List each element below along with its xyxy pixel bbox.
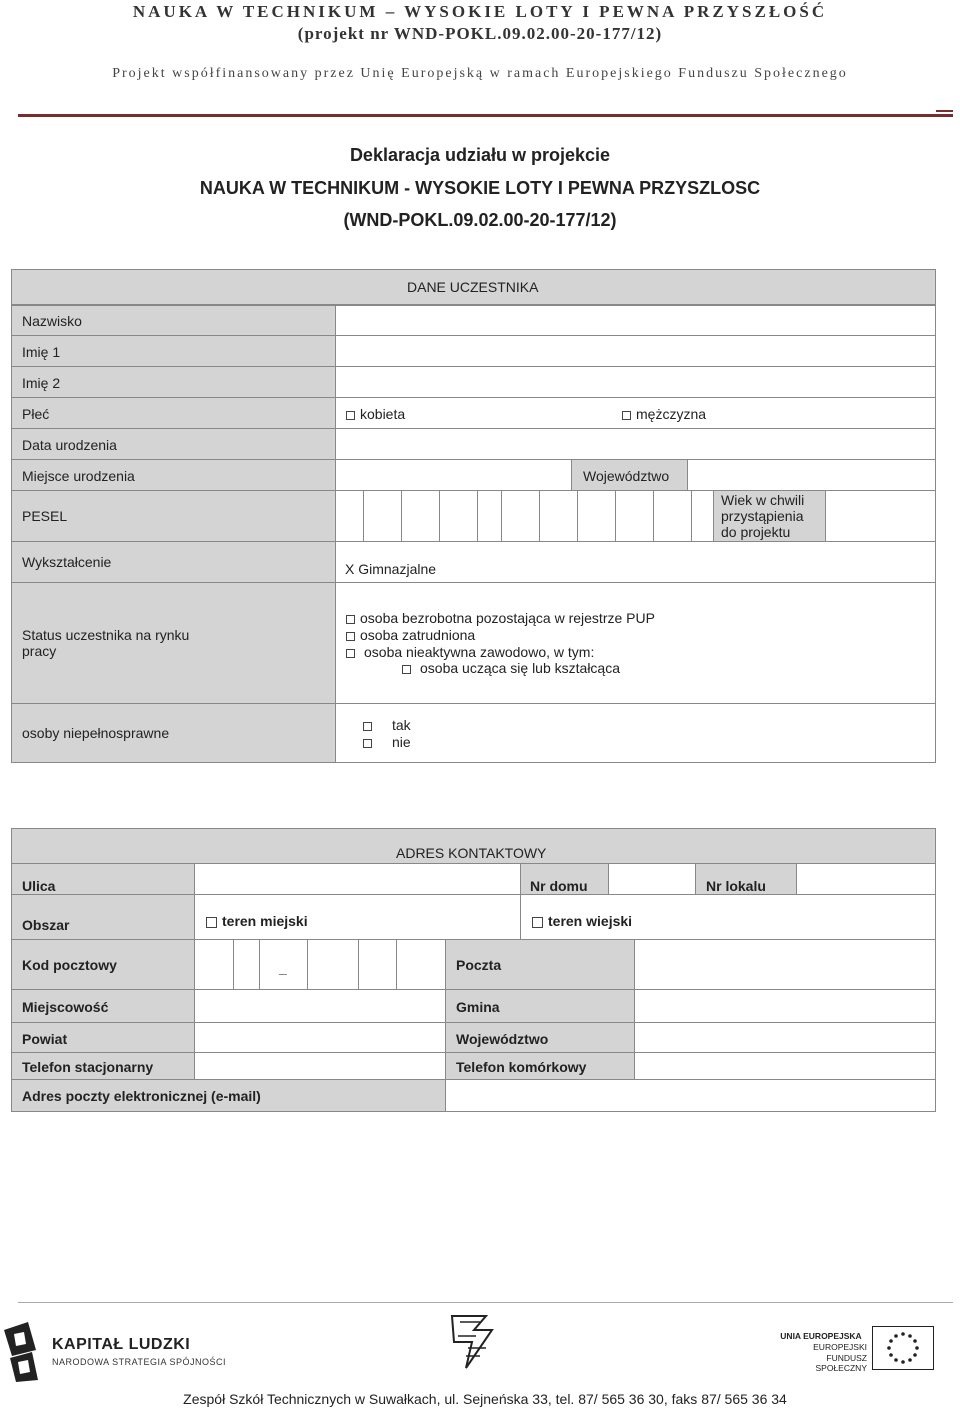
status-option-nieaktywna[interactable]	[346, 644, 594, 660]
label-obszar	[11, 894, 195, 940]
option-miejski-label: teren miejski	[222, 913, 308, 929]
label-data-urodzenia	[11, 428, 336, 460]
school-logo-icon	[446, 1312, 506, 1372]
obszar-miejski[interactable]	[194, 894, 521, 940]
pesel-digit-1[interactable]	[363, 490, 402, 542]
label-tel-kom	[445, 1052, 635, 1080]
kobieta-checkbox[interactable]	[346, 411, 355, 420]
label-tel-stac	[11, 1052, 195, 1080]
option-mezczyzna-label: mężczyzna	[636, 406, 707, 422]
kod-separator-text: _	[279, 960, 287, 976]
input-wojewodztwo-ur[interactable]	[687, 459, 936, 491]
label-miejsce-urodzenia	[11, 459, 336, 491]
label-tel-stac-text: Telefon stacjonarny	[22, 1059, 154, 1075]
tak-checkbox[interactable]	[363, 722, 372, 731]
project-header-number: (projekt nr WND-POKL.09.02.00-20-177/12)	[297, 24, 663, 43]
niepelnosprawne-options	[335, 703, 936, 763]
label-plec-text: Płeć	[22, 406, 50, 422]
option-nie[interactable]	[363, 734, 411, 750]
project-header-funding: Projekt współfinansowany przez Unię Europejską w ramach Europejskiego Funduszu Społecznego	[112, 66, 848, 81]
input-nr-lokalu[interactable]	[796, 863, 936, 895]
input-nr-domu[interactable]	[608, 863, 696, 895]
label-status	[11, 582, 336, 704]
plec-options	[335, 397, 936, 429]
miejski-checkbox[interactable]	[206, 917, 217, 928]
label-pesel	[11, 490, 336, 542]
pesel-digit-10[interactable]	[691, 490, 714, 542]
input-data-urodzenia[interactable]	[335, 428, 936, 460]
project-header-title: NAUKA W TECHNIKUM – WYSOKIE LOTY I PEWNA PRZYSZŁOŚĆ	[132, 2, 828, 21]
label-wojewodztwo-ur-text: Województwo	[583, 468, 670, 484]
label-ulica-text: Ulica	[22, 878, 56, 894]
status-options	[335, 582, 936, 704]
pesel-digit-7[interactable]	[577, 490, 616, 542]
nieaktywna-checkbox[interactable]	[346, 649, 355, 658]
option-wiejski-label: teren wiejski	[548, 913, 633, 929]
label-miejscowosc-text: Miejscowość	[22, 999, 109, 1015]
status-option-zatrudniona-label: osoba zatrudniona	[360, 627, 476, 643]
label-kod	[11, 939, 195, 990]
option-kobieta-label: kobieta	[360, 406, 406, 422]
input-imie1[interactable]	[335, 335, 936, 367]
label-miejscowosc	[11, 989, 195, 1023]
kod-digit-3[interactable]	[307, 939, 359, 990]
pesel-digit-6[interactable]	[539, 490, 578, 542]
label-wyksztalcenie-text: Wykształcenie	[22, 554, 112, 570]
label-kod-text: Kod pocztowy	[22, 957, 117, 973]
eu-text-2: EUROPEJSKI	[813, 1342, 867, 1352]
label-email	[11, 1079, 446, 1112]
wyksztalcenie-value[interactable]	[335, 541, 936, 583]
pesel-digit-2[interactable]	[401, 490, 440, 542]
label-nr-lokalu-text: Nr lokalu	[706, 878, 766, 894]
label-niepelnosprawne	[11, 703, 336, 763]
label-status-text: Status uczestnika na rynku pracy	[22, 627, 190, 659]
kapital-ludzki-subtitle: NARODOWA STRATEGIA SPÓJNOŚCI	[52, 1357, 227, 1367]
eu-text-1: UNIA EUROPEJSKA	[780, 1331, 862, 1341]
label-gmina	[445, 989, 635, 1023]
doc-project-code: (WND-POKL.09.02.00-20-177/12)	[343, 210, 617, 230]
label-niepelnosprawne-text: osoby niepełnosprawne	[22, 725, 170, 741]
label-imie2-text: Imię 2	[22, 375, 61, 391]
label-email-text: Adres poczty elektronicznej (e-mail)	[22, 1088, 261, 1104]
label-data-urodzenia-text: Data urodzenia	[22, 437, 117, 453]
input-email[interactable]	[445, 1079, 936, 1112]
uczaca-checkbox[interactable]	[402, 665, 411, 674]
status-option-uczaca[interactable]	[402, 660, 620, 676]
doc-project-name: NAUKA W TECHNIKUM - WYSOKIE LOTY I PEWNA PRZYSZLOSC	[199, 178, 761, 198]
header-divider	[18, 114, 953, 117]
label-gmina-text: Gmina	[456, 999, 500, 1015]
label-poczta-text: Poczta	[456, 957, 502, 973]
status-option-bezrobotna-label: osoba bezrobotna pozostająca w rejestrze PUP	[360, 610, 655, 626]
input-wojewodztwo-adr[interactable]	[634, 1022, 936, 1053]
footer-address: Zespół Szkół Technicznych w Suwałkach, ul. Sejneńska 33, tel. 87/ 565 36 30, faks 87/ 565 36 34	[183, 1391, 787, 1407]
label-miejsce-urodzenia-text: Miejsce urodzenia	[22, 468, 135, 484]
input-ulica[interactable]	[194, 863, 521, 895]
label-powiat-text: Powiat	[22, 1031, 68, 1047]
label-nr-lokalu	[695, 863, 797, 895]
label-tel-kom-text: Telefon komórkowy	[456, 1059, 587, 1075]
eu-text-3: FUNDUSZ SPOŁECZNY	[815, 1353, 867, 1373]
option-tak[interactable]	[363, 717, 411, 733]
label-wiek-text: Wiek w chwili przystąpienia do projektu	[721, 492, 805, 540]
option-tak-label: tak	[392, 717, 411, 733]
section-participant	[11, 269, 936, 305]
input-tel-stac[interactable]	[194, 1052, 446, 1080]
section-address-title: ADRES KONTAKTOWY	[396, 845, 547, 861]
input-miejscowosc[interactable]	[194, 989, 446, 1023]
pesel-digit-3[interactable]	[439, 490, 478, 542]
kod-digit-2[interactable]	[233, 939, 260, 990]
pesel-digit-8[interactable]	[615, 490, 654, 542]
label-ulica	[11, 863, 195, 895]
input-miejsce-urodzenia[interactable]	[335, 459, 572, 491]
status-option-nieaktywna-label: osoba nieaktywna zawodowo, w tym:	[364, 644, 595, 660]
label-nr-domu-text: Nr domu	[530, 878, 588, 894]
label-nazwisko-text: Nazwisko	[22, 313, 82, 329]
label-wojewodztwo-ur	[571, 459, 688, 491]
kod-digit-4[interactable]	[358, 939, 397, 990]
label-imie1-text: Imię 1	[22, 344, 61, 360]
nie-checkbox[interactable]	[363, 739, 372, 748]
option-nie-label: nie	[392, 734, 411, 750]
input-nazwisko[interactable]	[335, 305, 936, 336]
wiejski-checkbox[interactable]	[532, 917, 543, 928]
label-powiat	[11, 1022, 195, 1053]
pesel-digit-9[interactable]	[653, 490, 692, 542]
pesel-digit-4[interactable]	[477, 490, 502, 542]
status-option-uczaca-label: osoba ucząca się lub kształcąca	[420, 660, 620, 676]
footer-divider	[18, 1302, 953, 1303]
label-wojewodztwo-adr-text: Województwo	[456, 1031, 549, 1047]
label-nazwisko	[11, 305, 336, 336]
option-kobieta[interactable]	[346, 406, 405, 422]
label-nr-domu	[520, 863, 609, 895]
zatrudniona-checkbox[interactable]	[346, 632, 355, 641]
input-gmina[interactable]	[634, 989, 936, 1023]
section-participant-title: DANE UCZESTNIKA	[407, 279, 539, 295]
doc-title: Deklaracja udziału w projekcie	[349, 145, 611, 165]
kapital-ludzki-title: KAPITAŁ LUDZKI	[52, 1336, 191, 1353]
eu-flag-icon	[872, 1326, 934, 1370]
wyksztalcenie-value-text: X Gimnazjalne	[345, 561, 437, 577]
mezczyzna-checkbox[interactable]	[622, 411, 631, 420]
label-wiek	[713, 490, 826, 542]
kod-digit-1[interactable]	[194, 939, 234, 990]
label-wojewodztwo-adr	[445, 1022, 635, 1053]
status-option-bezrobotna[interactable]	[346, 610, 655, 626]
section-address	[11, 828, 936, 864]
label-wyksztalcenie	[11, 541, 336, 583]
bezrobotna-checkbox[interactable]	[346, 615, 355, 624]
kapital-ludzki-emblem	[2, 1320, 42, 1384]
label-pesel-text: PESEL	[22, 508, 68, 524]
pesel-digit-5[interactable]	[501, 490, 540, 542]
label-obszar-text: Obszar	[22, 917, 70, 933]
input-wiek[interactable]	[825, 490, 936, 542]
obszar-wiejski[interactable]	[520, 894, 936, 940]
input-tel-kom[interactable]	[634, 1052, 936, 1080]
option-mezczyzna[interactable]	[622, 406, 706, 422]
input-imie2[interactable]	[335, 366, 936, 398]
label-poczta	[445, 939, 635, 990]
kod-separator	[259, 939, 308, 990]
label-plec	[11, 397, 336, 429]
label-imie2	[11, 366, 336, 398]
kod-digit-5[interactable]	[396, 939, 446, 990]
label-imie1	[11, 335, 336, 367]
header-divider-mark	[936, 110, 953, 112]
status-option-zatrudniona[interactable]	[346, 627, 475, 643]
input-poczta[interactable]	[634, 939, 936, 990]
input-powiat[interactable]	[194, 1022, 446, 1053]
